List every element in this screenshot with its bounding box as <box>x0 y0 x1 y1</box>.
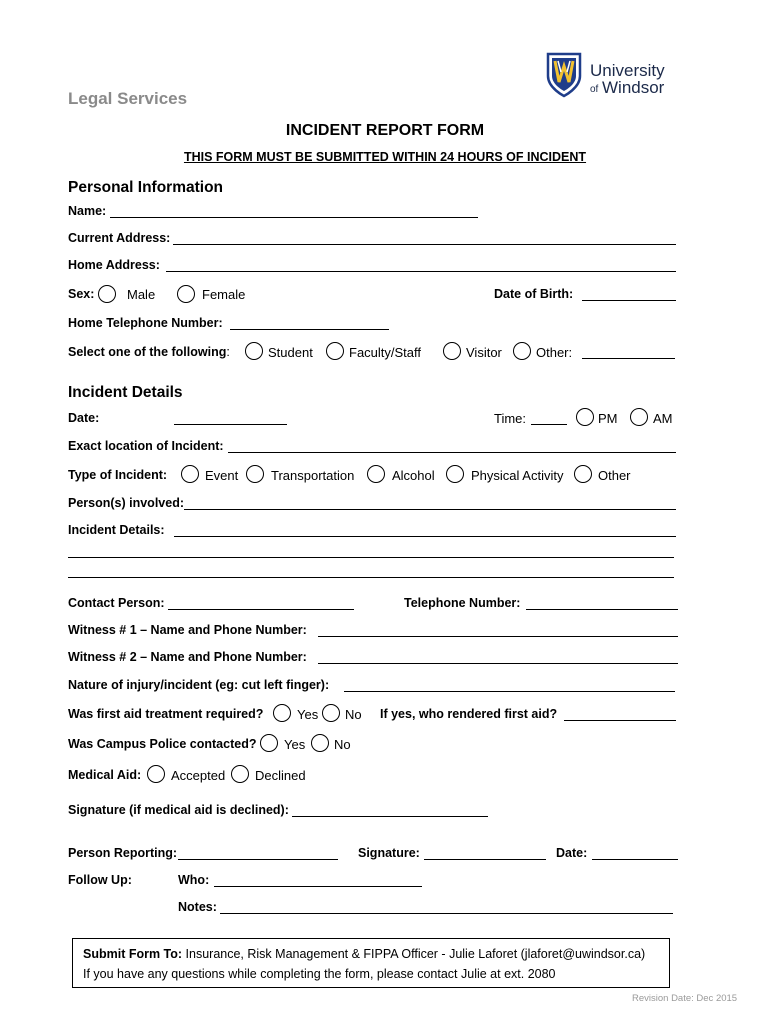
male-radio[interactable] <box>98 285 116 303</box>
notes-label: Notes: <box>178 900 217 914</box>
incident-details-label: Incident Details: <box>68 523 165 537</box>
accepted-label: Accepted <box>171 768 226 783</box>
person-reporting-label: Person Reporting: <box>68 846 178 860</box>
questions-line: If you have any questions while completing the form, please contact Julie at ext. 2080 <box>83 967 556 981</box>
police-no-radio[interactable] <box>311 734 329 752</box>
event-label: Event <box>205 468 239 483</box>
notes-field[interactable] <box>220 913 673 914</box>
nature-field[interactable] <box>344 691 675 692</box>
logo-of: of <box>590 84 599 95</box>
witness1-field[interactable] <box>318 636 678 637</box>
signature-field[interactable] <box>424 859 546 860</box>
am-radio[interactable] <box>630 408 648 426</box>
submit-label: Submit Form To: <box>83 947 183 961</box>
alcohol-label: Alcohol <box>392 468 435 483</box>
first-aid-yes-radio[interactable] <box>273 704 291 722</box>
select-one-colon: : <box>226 345 230 359</box>
student-label: Student <box>268 345 313 360</box>
visitor-label: Visitor <box>466 345 502 360</box>
am-label: AM <box>653 411 673 426</box>
home-address-label: Home Address: <box>68 258 160 272</box>
logo-windsor: Windsor <box>602 78 665 97</box>
witness2-field[interactable] <box>318 663 678 664</box>
select-one-text: Select one of the following <box>68 345 227 359</box>
persons-involved-field[interactable] <box>184 509 676 510</box>
submit-text: Insurance, Risk Management & FIPPA Officer - Julie Laforet (jlaforet@uwindsor.ca) <box>182 947 646 961</box>
declined-radio[interactable] <box>231 765 249 783</box>
date-field[interactable] <box>592 859 678 860</box>
medical-aid-label: Medical Aid: <box>68 768 142 782</box>
revision-date: Revision Date: Dec 2015 <box>632 993 738 1004</box>
person-reporting-field[interactable] <box>178 859 338 860</box>
submit-info-box <box>72 938 670 988</box>
faculty-staff-label: Faculty/Staff <box>349 345 422 360</box>
physical-activity-radio[interactable] <box>446 465 464 483</box>
male-label: Male <box>127 287 156 302</box>
who-label: Who: <box>178 873 210 887</box>
student-radio[interactable] <box>245 342 263 360</box>
police-no-label: No <box>334 737 351 752</box>
department-name: Legal Services <box>68 89 188 108</box>
visitor-radio[interactable] <box>443 342 461 360</box>
follow-up-label: Follow Up: <box>68 873 132 887</box>
other-type-label: Other <box>598 468 631 483</box>
signature-declined-label: Signature (if medical aid is declined): <box>68 803 289 817</box>
female-label: Female <box>202 287 246 302</box>
location-label: Exact location of Incident: <box>68 439 224 453</box>
transportation-label: Transportation <box>271 468 355 483</box>
event-radio[interactable] <box>181 465 199 483</box>
dob-field[interactable] <box>582 300 676 301</box>
declined-label: Declined <box>255 768 306 783</box>
telephone-label: Telephone Number: <box>404 596 521 610</box>
incident-details-heading: Incident Details <box>68 384 183 401</box>
first-aid-label: Was first aid treatment required? <box>68 707 264 721</box>
police-yes-label: Yes <box>284 737 306 752</box>
home-phone-label: Home Telephone Number: <box>68 316 223 330</box>
location-field[interactable] <box>228 452 676 453</box>
transportation-radio[interactable] <box>246 465 264 483</box>
other-label: Other: <box>536 345 573 360</box>
logo-university: University <box>590 61 665 80</box>
police-yes-radio[interactable] <box>260 734 278 752</box>
incident-details-field-2[interactable] <box>68 557 674 558</box>
telephone-field[interactable] <box>526 609 678 610</box>
form-title: INCIDENT REPORT FORM <box>285 122 485 139</box>
form-subtitle: THIS FORM MUST BE SUBMITTED WITHIN 24 HOURS OF INCIDENT <box>183 150 587 164</box>
current-address-label: Current Address: <box>68 231 171 245</box>
physical-activity-label: Physical Activity <box>471 468 564 483</box>
witness2-label: Witness # 2 – Name and Phone Number: <box>68 650 307 664</box>
shield-crest-icon <box>546 52 582 98</box>
nature-label: Nature of injury/incident (eg: cut left finger): <box>68 678 330 692</box>
current-address-field[interactable] <box>173 244 676 245</box>
police-label: Was Campus Police contacted? <box>68 737 257 751</box>
first-aid-yes-label: Yes <box>297 707 319 722</box>
contact-person-field[interactable] <box>168 609 354 610</box>
name-label: Name: <box>68 204 107 218</box>
type-label: Type of Incident: <box>68 468 168 482</box>
incident-details-field-1[interactable] <box>174 536 676 537</box>
date-label: Date: <box>556 846 588 860</box>
submit-line <box>83 947 645 961</box>
incident-details-field-3[interactable] <box>68 577 674 578</box>
time-label: Time: <box>494 411 527 426</box>
first-aid-no-label: No <box>345 707 362 722</box>
first-aid-no-radio[interactable] <box>322 704 340 722</box>
persons-involved-label: Person(s) involved: <box>68 496 184 510</box>
who-rendered-field[interactable] <box>564 720 676 721</box>
pm-label: PM <box>598 411 618 426</box>
personal-info-heading: Personal Information <box>68 179 224 196</box>
name-field[interactable] <box>110 217 478 218</box>
alcohol-radio[interactable] <box>367 465 385 483</box>
female-radio[interactable] <box>177 285 195 303</box>
faculty-staff-radio[interactable] <box>326 342 344 360</box>
witness1-label: Witness # 1 – Name and Phone Number: <box>68 623 307 637</box>
contact-person-label: Contact Person: <box>68 596 165 610</box>
university-logo <box>546 52 676 100</box>
dob-label: Date of Birth: <box>494 287 574 301</box>
time-field[interactable] <box>531 424 567 425</box>
home-phone-field[interactable] <box>230 329 389 330</box>
accepted-radio[interactable] <box>147 765 165 783</box>
home-address-field[interactable] <box>166 271 676 272</box>
other-field[interactable] <box>582 358 675 359</box>
signature-label: Signature: <box>358 846 420 860</box>
incident-date-field[interactable] <box>174 424 287 425</box>
incident-date-label: Date: <box>68 411 100 425</box>
sex-label: Sex: <box>68 287 95 301</box>
who-field[interactable] <box>214 886 422 887</box>
other-radio[interactable] <box>513 342 531 360</box>
who-rendered-label: If yes, who rendered first aid? <box>380 707 558 721</box>
signature-declined-field[interactable] <box>292 816 488 817</box>
other-type-radio[interactable] <box>574 465 592 483</box>
pm-radio[interactable] <box>576 408 594 426</box>
select-one-label <box>68 345 230 359</box>
